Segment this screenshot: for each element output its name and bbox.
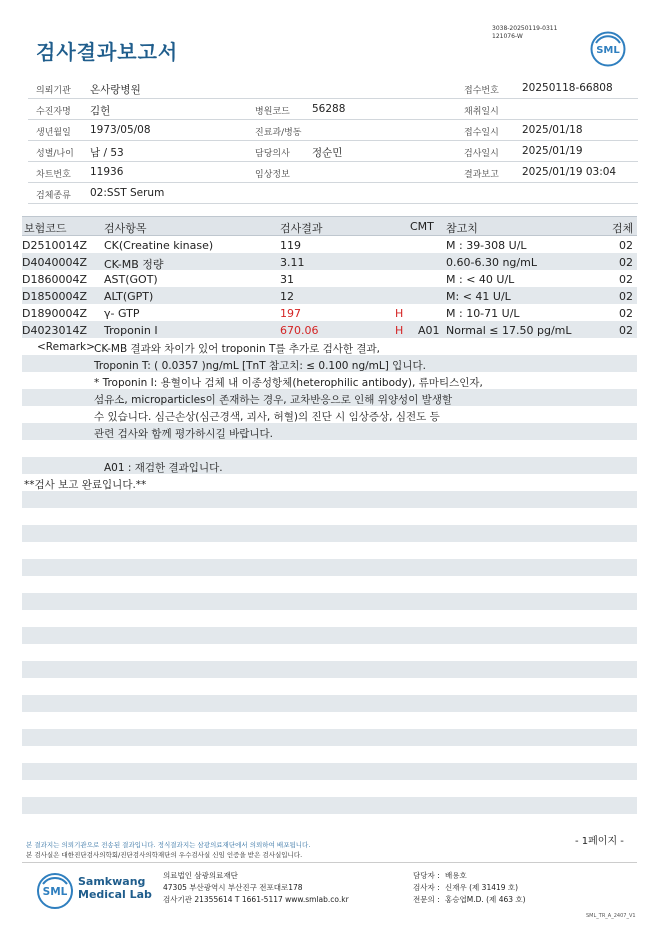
specimen-code: 02 <box>619 239 633 252</box>
staff-specialist: 홍승엽M.D. (제 463 호) <box>445 895 526 904</box>
info-row-patient: 수진자명 김헌 병원코드 56288 채취일시 <box>28 99 638 120</box>
footer-divider <box>22 862 637 863</box>
header-specimen: 검체 <box>612 222 634 235</box>
test-value: 670.06 <box>280 324 319 337</box>
report-date: 2025/01/19 03:04 <box>522 166 617 178</box>
row-stripe <box>22 559 637 576</box>
row-stripe <box>22 695 637 712</box>
header-cmt: CMT <box>410 220 434 233</box>
a01-note: A01 : 재검한 결과입니다. <box>104 462 223 474</box>
remark-line: 수 있습니다. 심근손상(심근경색, 괴사, 허혈)의 진단 시 임상증상, 심전도 등 <box>94 411 440 423</box>
page-title: 검사결과보고서 <box>36 40 179 64</box>
sml-logo <box>590 31 626 67</box>
row-stripe <box>22 593 637 610</box>
insurance-code: D1850004Z <box>22 290 87 303</box>
test-value: 12 <box>280 290 294 303</box>
info-row-sex-age: 성별/나이 남 / 53 담당의사 정순민 검사일시 2025/01/19 <box>28 141 638 162</box>
header-code: 보험코드 <box>24 222 67 235</box>
row-stripe <box>22 729 637 746</box>
row-stripe <box>22 627 637 644</box>
info-row-dob: 생년월일 1973/05/08 진료과/병동 접수일시 2025/01/18 <box>28 120 638 141</box>
hospital-name: 온사랑병원 <box>90 84 141 96</box>
sex-age: 남 / 53 <box>90 147 124 159</box>
test-name: ALT(GPT) <box>104 290 154 303</box>
header-reference: 참고치 <box>446 222 478 235</box>
insurance-code: D1890004Z <box>22 307 87 320</box>
document-number: 3038-20250119-0311 121076-W <box>492 25 558 40</box>
remark-line: Troponin T: ( 0.0357 )ng/mL [TnT 참고치: ≤ 0.100 ng/mL] 입니다. <box>94 360 426 372</box>
specimen-code: 02 <box>619 324 633 337</box>
form-code: SML_TR_A_2407_V1 <box>586 913 636 919</box>
info-row-chart: 차트번호 11936 임상정보 결과보고 2025/01/19 03:04 <box>28 162 638 183</box>
test-value: 119 <box>280 239 301 252</box>
reference-range: M: < 41 U/L <box>446 290 511 303</box>
info-row-hospital: 의뢰기관 온사랑병원 접수번호 20250118-66808 <box>28 78 638 99</box>
brand-name: Samkwang Medical Lab <box>78 875 152 901</box>
results-header <box>22 216 637 236</box>
test-value: 3.11 <box>280 256 305 269</box>
insurance-code: D4040004Z <box>22 256 87 269</box>
staff-info: 담당자 : 배용호 검사자 : 신재우 (제 31419 호) 전문의 : 홍승엽M.D. (제 463 호) <box>413 871 526 904</box>
header-result: 검사결과 <box>280 222 323 235</box>
test-value: 31 <box>280 273 294 286</box>
disclaimer: 본 결과지는 의뢰기관으로 전송된 결과입니다. 정식결과지는 삼광의료재단에서 의뢰하여 배포됩니다. 본 검사실은 대한진단검사의학회/진단검사의학재단의 우수검사실 신임 인증을 받은 검사실입니다. <box>26 841 311 859</box>
cmt-code: A01 <box>418 324 440 337</box>
remark-line: CK-MB 결과와 차이가 있어 troponin T를 추가로 검사한 결과, <box>94 343 380 355</box>
remark-label: <Remark> <box>37 341 95 353</box>
insurance-code: D1860004Z <box>22 273 87 286</box>
doctor-name: 정순민 <box>312 147 343 159</box>
hospital-code: 56288 <box>312 103 346 115</box>
test-name: γ- GTP <box>104 307 140 320</box>
row-stripe <box>22 763 637 780</box>
chart-number: 11936 <box>90 166 124 178</box>
patient-info-table <box>28 78 638 204</box>
row-stripe <box>22 491 637 508</box>
specimen-code: 02 <box>619 307 633 320</box>
specimen-code: 02 <box>619 256 633 269</box>
test-name: CK-MB 정량 <box>104 258 164 271</box>
svg-text:SML: SML <box>596 45 620 56</box>
report-complete-note: **검사 보고 완료입니다.** <box>24 479 147 491</box>
reference-range: M : < 40 U/L <box>446 273 515 286</box>
test-name: Troponin I <box>104 324 158 337</box>
date-of-birth: 1973/05/08 <box>90 124 151 136</box>
row-stripe <box>22 525 637 542</box>
specimen-code: 02 <box>619 290 633 303</box>
test-name: AST(GOT) <box>104 273 158 286</box>
row-stripe <box>22 797 637 814</box>
insurance-code: D2510014Z <box>22 239 87 252</box>
remark-line: 섬유소, microparticles이 존재하는 경우, 교차반응으로 인해 위양성이 발생할 <box>94 394 453 406</box>
page-number: - 1페이지 - <box>575 836 624 847</box>
high-flag: H <box>395 324 404 337</box>
staff-manager: 배용호 <box>445 871 467 880</box>
patient-name: 김헌 <box>90 105 111 117</box>
corporation-info: 의료법인 삼광의료재단 47305 부산광역시 부산진구 전포대로178 검사기관 21355614 T 1661-5117 www.smlab.co.kr <box>163 871 349 904</box>
sml-logo <box>36 872 74 910</box>
reference-range: 0.60-6.30 ng/mL <box>446 256 537 269</box>
svg-text:SML: SML <box>42 886 68 898</box>
row-stripe <box>22 661 637 678</box>
high-flag: H <box>395 307 404 320</box>
staff-tester: 신재우 (제 31419 호) <box>445 883 519 892</box>
test-value: 197 <box>280 307 301 320</box>
info-row-specimen: 검체종류 02:SST Serum <box>28 183 638 204</box>
test-name: CK(Creatine kinase) <box>104 239 214 252</box>
reference-range: Normal ≤ 17.50 pg/mL <box>446 324 572 337</box>
reference-range: M : 39-308 U/L <box>446 239 527 252</box>
insurance-code: D4023014Z <box>22 324 87 337</box>
reference-range: M : 10-71 U/L <box>446 307 520 320</box>
remark-line: 관련 검사와 함께 평가하시길 바랍니다. <box>94 428 273 440</box>
specimen-code: 02 <box>619 273 633 286</box>
receipt-number: 20250118-66808 <box>522 82 613 94</box>
specimen-type: 02:SST Serum <box>90 187 165 199</box>
test-date: 2025/01/19 <box>522 145 583 157</box>
header-item: 검사항목 <box>104 222 147 235</box>
remark-line: * Troponin I: 용혈이나 검체 내 이종성항체(heterophilic antibody), 류마티스인자, <box>94 377 483 389</box>
receipt-date: 2025/01/18 <box>522 124 583 136</box>
